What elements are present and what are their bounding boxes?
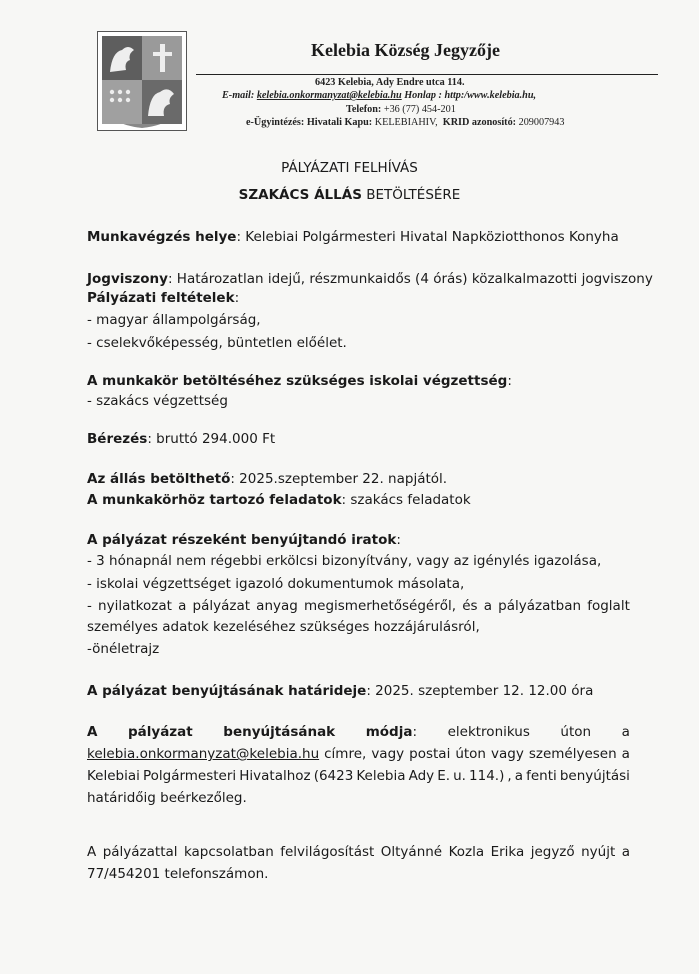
document-item: - 3 hónapnál nem régebbi erkölcsi bizonyítvány, vagy az igénylés igazolása, xyxy=(87,553,602,569)
subtitle-rest: BETÖLTÉSÉRE xyxy=(366,187,461,203)
start-label: Az állás betölthető xyxy=(87,471,231,487)
word: vagy xyxy=(371,746,405,762)
position-name: SZAKÁCS ÁLLÁS xyxy=(238,187,362,203)
word: - xyxy=(87,598,92,614)
email-link[interactable]: kelebia.onkormanyzat@kelebia.hu xyxy=(256,90,402,101)
method-email-link[interactable]: kelebia.onkormanyzat@kelebia.hu xyxy=(87,746,320,762)
tasks-line xyxy=(87,492,471,509)
start-line xyxy=(87,471,447,488)
word: postai xyxy=(409,746,451,762)
document-item: -önéletrajz xyxy=(87,641,160,657)
word: nyújt xyxy=(581,844,616,860)
web-link[interactable]: http:/www.kelebia.hu, xyxy=(444,90,537,101)
word: és xyxy=(462,598,478,614)
salary-value: : bruttó 294.000 Ft xyxy=(147,431,276,447)
word: fenti xyxy=(526,768,557,784)
legal-line xyxy=(87,271,653,288)
contact-line-1 xyxy=(87,844,630,861)
word: úton xyxy=(560,724,592,740)
phone-number: +36 (77) 454-201 xyxy=(383,104,456,115)
word: : xyxy=(412,724,418,740)
tasks-value: : szakács feladatok xyxy=(341,492,471,508)
word: a xyxy=(621,844,630,860)
salary-line xyxy=(87,431,275,448)
condition-item: - cselekvőképesség, büntetlen előélet. xyxy=(87,335,347,351)
method-line-1 xyxy=(87,724,630,741)
document-item: - iskolai végzettséget igazoló dokumentumok másolata, xyxy=(87,576,465,592)
contact-line-2: 77/454201 telefonszámon. xyxy=(87,866,269,882)
start-value: : 2025.szeptember 22. napjától. xyxy=(230,471,448,487)
workplace-value: : Kelebiai Polgármesteri Hivatal Napköziotthonos Konyha xyxy=(236,229,619,245)
word: Hivatalhoz xyxy=(239,768,311,784)
education-colon: : xyxy=(507,373,512,389)
word: a xyxy=(621,746,630,762)
word: pályázattal xyxy=(102,844,178,860)
salary-label: Bérezés xyxy=(87,431,148,447)
word: úton xyxy=(455,746,486,762)
word: benyújtási xyxy=(559,768,630,784)
document-title: PÁLYÁZATI FELHÍVÁS xyxy=(281,160,418,176)
eservice-value: KELEBIAHIV, xyxy=(374,117,438,128)
web-label: Honlap : xyxy=(404,90,442,101)
word: Oltyánné xyxy=(380,844,443,860)
eservice-line xyxy=(246,117,564,128)
word: címre, xyxy=(324,746,367,762)
office-address: 6423 Kelebia, Ady Endre utca 114. xyxy=(315,77,465,88)
word: (6423 xyxy=(313,768,354,784)
word: a xyxy=(178,598,187,614)
word: felvilágosítást xyxy=(280,844,375,860)
education-item: - szakács végzettség xyxy=(87,393,228,409)
krid-label: KRID azonosító: xyxy=(442,117,517,128)
word: Kozla xyxy=(448,844,485,860)
word: u. xyxy=(453,768,466,784)
coat-of-arms xyxy=(97,31,187,131)
word: pályázatban xyxy=(498,598,582,614)
conditions-colon: : xyxy=(234,290,240,306)
word: a xyxy=(483,598,492,614)
email-label: E-mail: xyxy=(222,90,255,101)
word: személyesen xyxy=(528,746,617,762)
word: kapcsolatban xyxy=(183,844,274,860)
word: vagy xyxy=(491,746,524,762)
word: anyag xyxy=(256,598,298,614)
conditions-label: Pályázati feltételek xyxy=(87,290,235,306)
word: Kelebia xyxy=(356,768,406,784)
word: a xyxy=(514,768,524,784)
word: A xyxy=(87,724,98,740)
deadline-value: : 2025. szeptember 12. 12.00 óra xyxy=(366,683,594,699)
documents-colon: : xyxy=(396,532,401,548)
word: nyilatkozat xyxy=(98,598,172,614)
header-divider xyxy=(196,74,658,75)
phone-label: Telefon: xyxy=(346,104,382,115)
word: , xyxy=(507,768,512,784)
deadline-line xyxy=(87,683,593,700)
word: foglalt xyxy=(587,598,630,614)
word: A xyxy=(87,844,97,860)
word: Polgármesteri xyxy=(142,768,237,784)
word: pályázat xyxy=(192,598,251,614)
office-name: Kelebia Község Jegyzője xyxy=(311,40,500,60)
legal-value: : Határozatlan idejű, részmunkaidős (4 órás) közalkalmazotti jogviszony xyxy=(167,271,653,287)
method-line-2 xyxy=(87,746,630,763)
method-line-3 xyxy=(87,768,630,785)
word: pályázat xyxy=(128,724,193,740)
word: módja xyxy=(365,724,413,740)
conditions-heading xyxy=(87,290,239,307)
workplace-label: Munkavégzés helye xyxy=(87,229,237,245)
word: Ady xyxy=(408,768,435,784)
word: E. xyxy=(437,768,451,784)
workplace-line xyxy=(87,229,619,246)
legal-label: Jogviszony xyxy=(87,271,168,287)
method-line-4: határidőig beérkezőleg. xyxy=(87,790,247,806)
documents-label: A pályázat részeként benyújtandó iratok xyxy=(87,532,397,548)
word: jegyző xyxy=(530,844,575,860)
education-label: A munkakör betöltéséhez szükséges iskolai végzettség xyxy=(87,373,508,389)
document-item-declaration-cont: személyes adatok kezeléséhez szükséges hozzájárulásról, xyxy=(87,619,480,635)
word: a xyxy=(621,724,630,740)
condition-item: - magyar állampolgárság, xyxy=(87,312,261,328)
document-subtitle xyxy=(0,187,699,203)
document-item-declaration xyxy=(87,598,630,615)
documents-heading xyxy=(87,532,401,549)
word: 114.) xyxy=(469,768,505,784)
education-heading xyxy=(87,373,512,390)
tasks-label: A munkakörhöz tartozó feladatok xyxy=(87,492,342,508)
word: Erika xyxy=(490,844,525,860)
word: benyújtásának xyxy=(223,724,336,740)
contact-line xyxy=(222,90,536,101)
word: elektronikus xyxy=(447,724,530,740)
eservice-label: e-Ügyintézés: Hivatali Kapu: xyxy=(246,117,373,128)
deadline-label: A pályázat benyújtásának határideje xyxy=(87,683,367,699)
word: megismerhetőségéről, xyxy=(304,598,457,614)
phone-line xyxy=(346,104,456,115)
word: Kelebiai xyxy=(87,768,140,784)
krid-value: 209007943 xyxy=(518,117,565,128)
